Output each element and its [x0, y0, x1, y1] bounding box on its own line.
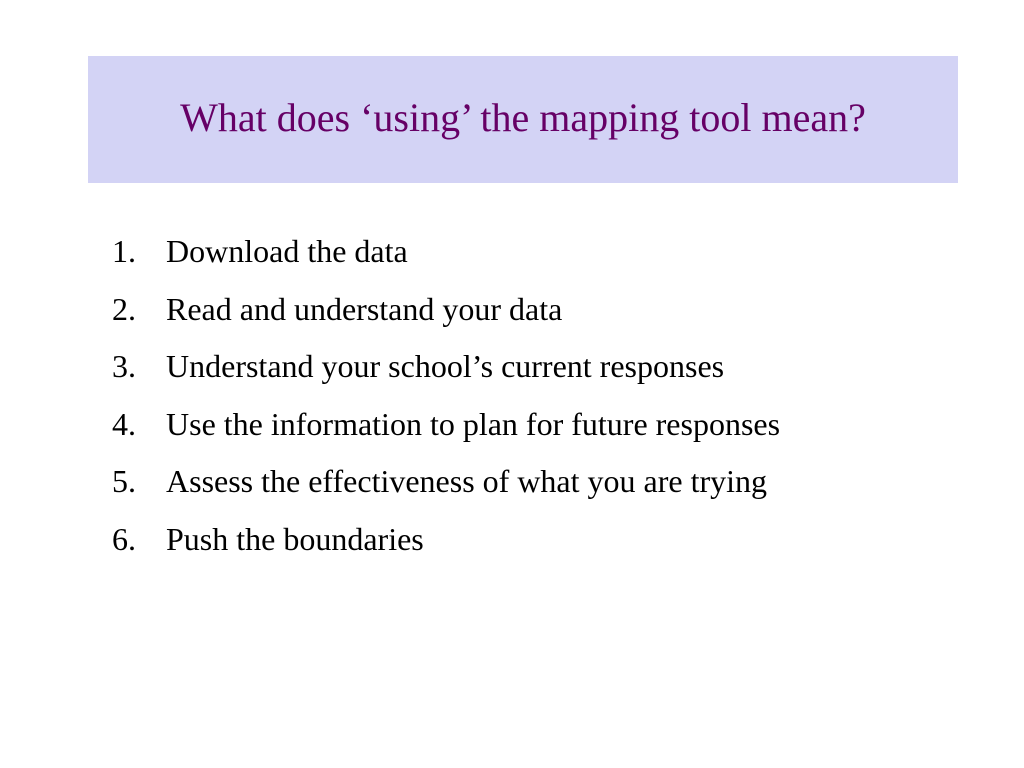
- slide-title: What does ‘using’ the mapping tool mean?: [180, 94, 866, 140]
- list-item-number: 4.: [112, 405, 136, 442]
- list-item: [112, 405, 992, 463]
- list-item-number: 3.: [112, 348, 136, 384]
- list-item-text: Use the information to plan for future responses: [166, 405, 781, 442]
- list-item: [112, 347, 992, 405]
- slide-title-banner: [88, 56, 958, 183]
- list-item-text: Push the boundaries: [166, 520, 424, 557]
- list-item-text: Assess the effectiveness of what you are trying: [166, 463, 768, 499]
- list-item-text: Download the data: [166, 233, 408, 269]
- list-item: [112, 290, 992, 348]
- list-item-number: 2.: [112, 290, 136, 327]
- list-item-text: Understand your school’s current responses: [166, 348, 725, 384]
- list-item-number: 6.: [112, 520, 136, 557]
- list-item-number: 1.: [112, 233, 136, 269]
- list-item: [112, 232, 992, 290]
- list-item-number: 5.: [112, 463, 136, 499]
- list-item: [112, 520, 992, 578]
- numbered-list: [112, 232, 992, 577]
- list-item-text: Read and understand your data: [166, 290, 563, 327]
- list-item: [112, 462, 992, 520]
